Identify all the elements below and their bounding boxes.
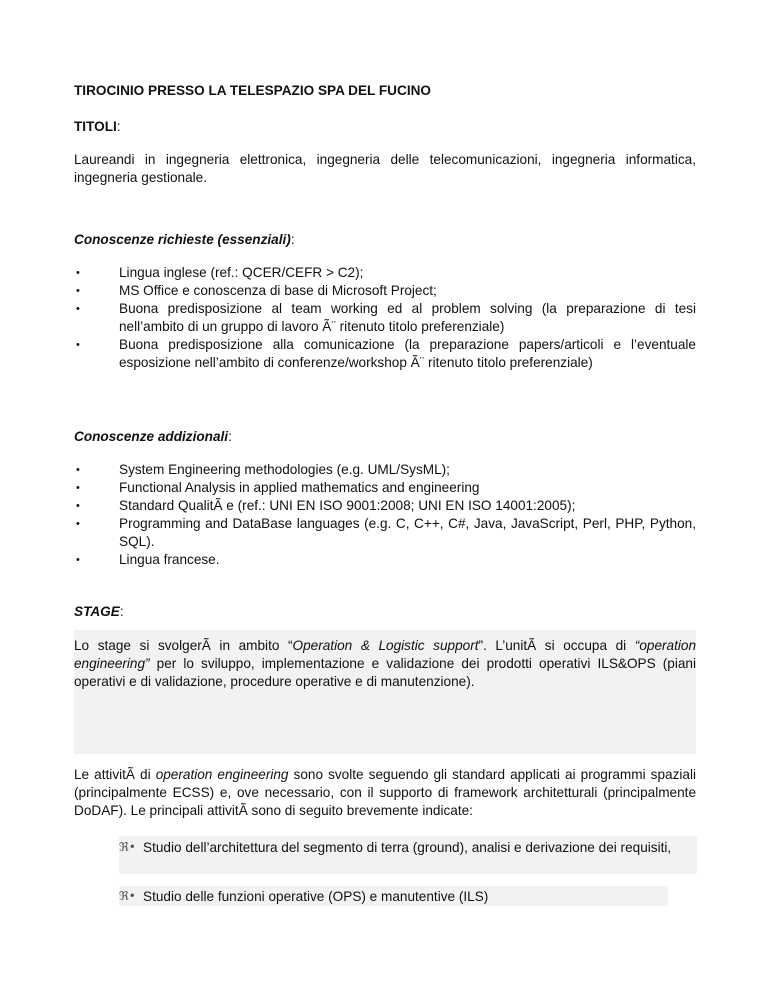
list-item — [74, 551, 696, 569]
list-item-text: Studio dell’architettura del segmento di terra (ground), analisi e derivazione dei requisiti, — [143, 840, 672, 855]
list-item — [74, 497, 696, 515]
list-item — [74, 264, 696, 282]
bullet-icon: • — [76, 464, 80, 476]
list-item — [74, 300, 696, 336]
addizionali-heading-line — [74, 429, 232, 444]
bullet-icon: • — [76, 267, 80, 279]
richieste-colon: : — [290, 232, 295, 247]
list-item-text: Studio delle funzioni operative (OPS) e manutentive (ILS) — [143, 889, 489, 904]
bullet-icon: • — [76, 303, 80, 315]
addizionali-colon: : — [228, 429, 232, 444]
stage-colon: : — [119, 604, 124, 619]
list-item — [119, 887, 697, 906]
bullet-icon: • — [76, 518, 80, 530]
richieste-list — [74, 264, 696, 372]
list-item-text: System Engineering methodologies (e.g. UML/SysML); — [119, 462, 450, 477]
symbol-bullet-icon: ℜ• — [119, 889, 136, 903]
stage-heading: STAGE — [74, 604, 120, 619]
list-item — [74, 282, 696, 300]
list-item — [74, 515, 696, 551]
titoli-heading: TITOLI — [74, 119, 117, 134]
list-item-text: Lingua inglese (ref.: QCER/CEFR > C2); — [119, 265, 364, 280]
stage-heading-line — [74, 604, 124, 619]
list-item-text: Functional Analysis in applied mathematics and engineering — [119, 480, 480, 495]
bullet-icon: • — [76, 482, 80, 494]
titoli-colon: : — [116, 119, 121, 134]
bullet-icon: • — [76, 339, 80, 351]
richieste-heading-line — [74, 232, 295, 247]
bullet-icon: • — [76, 285, 80, 297]
stage-paragraph-2: Le attivitÃ di operation engineering sono svolte seguendo gli standard applicati ai programmi spaziali (principalmente ECSS) e, ove necessario, con il supporto di framework architetturali (principalmente DoDAF). Le principali attivitÃ sono di seguito brevemente indicate: — [74, 767, 696, 818]
bullet-icon: • — [76, 554, 80, 566]
list-item-text: Standard QualitÃ e (ref.: UNI EN ISO 9001:2008; UNI EN ISO 14001:2005); — [119, 498, 576, 513]
list-item-text: Buona predisposizione al team working ed al problem solving (la preparazione di tesi nell’ambito di un gruppo di lavoro Ã¨ ritenuto titolo preferenziale) — [119, 301, 696, 334]
addizionali-list — [74, 461, 696, 569]
document-title: TIROCINIO PRESSO LA TELESPAZIO SPA DEL FUCINO — [74, 83, 431, 98]
list-item — [74, 336, 696, 372]
list-item-text: Lingua francese. — [119, 552, 220, 567]
list-item — [74, 461, 696, 479]
bullet-icon: • — [76, 500, 80, 512]
symbol-bullet-icon: ℜ• — [119, 840, 136, 854]
addizionali-heading: Conoscenze addizionali — [74, 429, 229, 444]
list-item-text: MS Office e conoscenza di base di Microsoft Project; — [119, 283, 437, 298]
stage-paragraph-1: Lo stage si svolgerÃ in ambito “Operation & Logistic support”. L’unitÃ si occupa di “operation engineering” per lo sviluppo, implementazione e validazione dei prodotti operativi ILS&OPS (piani operativi e di validazione, procedure operative e di manutenzione). — [74, 638, 697, 689]
richieste-heading: Conoscenze richieste (essenziali) — [74, 232, 291, 247]
titoli-paragraph: Laureandi in ingegneria elettronica, ingegneria delle telecomunicazioni, ingegneria informatica, ingegneria gestionale. — [74, 152, 696, 185]
titoli-heading-line — [74, 119, 121, 134]
list-item — [119, 838, 697, 857]
list-item — [74, 479, 696, 497]
list-item-text: Buona predisposizione alla comunicazione (la preparazione papers/articoli e l’eventuale esposizione nell’ambito di conferenze/workshop Ã¨ ritenuto titolo preferenziale) — [119, 337, 696, 370]
list-item-text: Programming and DataBase languages (e.g. C, C++, C#, Java, JavaScript, Perl, PHP, Python, SQL). — [119, 516, 696, 549]
